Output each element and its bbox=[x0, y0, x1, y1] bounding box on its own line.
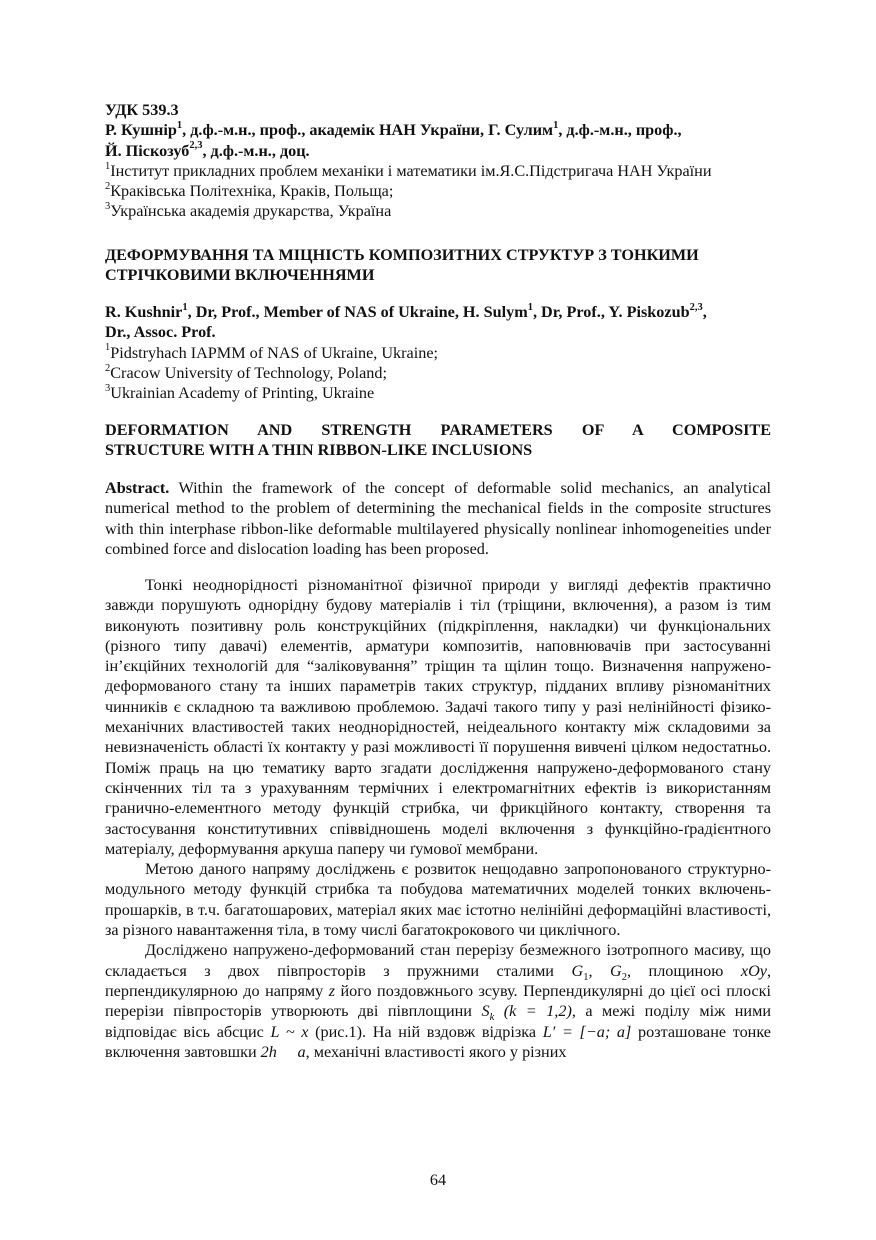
title-ua: ДЕФОРМУВАННЯ ТА МІЦНІСТЬ КОМПОЗИТНИХ СТРУКТУР З ТОНКИМИ СТРІЧКОВИМИ ВКЛЮЧЕННЯМИ bbox=[105, 246, 699, 285]
authors-ua-line1: Р. Кушнір$^1$, д.ф.-м.н., проф., академік НАН України, Г. Сулим$^1$, д.ф.-м.н., проф., bbox=[105, 119, 682, 140]
abstract bbox=[105, 478, 771, 559]
title-en: DEFORMATION AND STRENGTH PARAMETERS OF A COMPOSITE STRUCTURE WITH A THIN RIBBON-LIKE INCLUSIONS bbox=[105, 421, 771, 460]
page-number: 64 bbox=[429, 1171, 447, 1189]
abstract-text: Within the framework of the concept of deformable solid mechanics, an analytical numerical method to the problem of determining the mechanical fields in the composite structures with thin interphase ribbon-like deformable multilayered physically nonlinear inhomogeneities under combined force and dislocation loading has been proposed. bbox=[105, 479, 771, 558]
authors-en-line2: Dr., Assoc. Prof. bbox=[105, 323, 216, 342]
header-block bbox=[105, 100, 771, 222]
authors-en-line1: R. Kushnir$^1$, Dr, Prof., Member of NAS of Ukraine, H. Sulym$^1$, Dr, Prof., Y. Piskozub$^{2,3}$, bbox=[105, 301, 707, 321]
affiliation-ua-2: $^2$Краківська Політехніка, Краків, Польща; bbox=[105, 180, 394, 201]
affiliation-en-3: $^3$Ukrainian Academy of Printing, Ukraine bbox=[105, 382, 375, 403]
udc-code: УДК 539.3 bbox=[105, 101, 179, 119]
paragraph-1: Тонкі неоднорідності різноманітної фізичної природи у вигляді дефектів практично завжди порушують однорідну будову матеріалів і тіл (тріщини, включення), а разом із тим виконують позитивну роль конструкційних (підкріплення, накладки) чи функціональних (різного типу давачі) елементів, арматури композитів, наповнювачів при застосуванні ін’єкційних технологій для “заліковування” тріщин та щілин тощо. Визначення напружено-деформованого стану та інших параметрів таких структур, підданих впливу різноманітних чинників є складною та важливою проблемою. Задачі такого типу у разі нелінійності фізико-механічних властивостей таких неоднорідностей, неідеального контакту між складовими за невизначеність області їх контакту у разі можливості її порушення вивчені цілком недостатньо. Поміж праць на цю тематику варто згадати дослідження напружено-деформованого стану скінченних тіл та з урахуванням термічних і електромагнітних ефектів із використанням гранично-елементного методу функцій стрибка, чи фрикційного контакту, створення та застосування конститутивних співвідношень моделі включення з функційно-ґрадієнтного матеріалу, деформування аркуша паперу чи ґумової мембрани. bbox=[105, 576, 771, 858]
authors-ua-line2: Й. Піскозуб$^{2,3}$, д.ф.-м.н., доц. bbox=[105, 140, 310, 160]
paragraph-3: Досліджено напружено-деформований стан перерізу безмежного ізотропного масиву, що складається з двох півпросторів з пружними сталими $G_1$, $G_2$, площиною xOy, перпендикулярною до напряму z його поздовжнього зсуву. Перпендикулярні до цієї осі плоскі перерізи півпросторів утворюють дві півплощини $S_k$ (k = 1,2), а межі поділу між ними відповідає вісь абсцис L ~ x (рис.1). На ній вздовж відрізка L′ = [−a; a] розташоване тонке включення завтовшки 2h ⃞ a, механічні властивості якого у різних bbox=[105, 941, 772, 1061]
body-text bbox=[105, 575, 771, 1062]
english-header-block bbox=[105, 302, 771, 403]
affiliation-en-1: $^1$Pidstryhach IAPMM of NAS of Ukraine, Ukraine; bbox=[105, 342, 438, 362]
affiliation-en-2: $^2$Cracow University of Technology, Poland; bbox=[105, 362, 387, 382]
affiliation-ua-3: $^3$Українська академія друкарства, Україна bbox=[105, 201, 392, 221]
affiliation-ua-1: $^1$Інститут прикладних проблем механіки і математики ім.Я.С.Підстригача НАН України bbox=[105, 160, 712, 180]
paragraph-2: Метою даного напряму досліджень є розвиток нещодавно запропонованого структурно-модульного методу функцій стрибка та побудова математичних моделей тонких включень-прошарків, в т.ч. багатошарових, матеріал яких має істотно нелінійні деформаційні властивості, за різного навантаження тіла, в тому числі багатокрокового чи циклічного. bbox=[105, 860, 771, 940]
abstract-label: Abstract. bbox=[105, 479, 170, 497]
